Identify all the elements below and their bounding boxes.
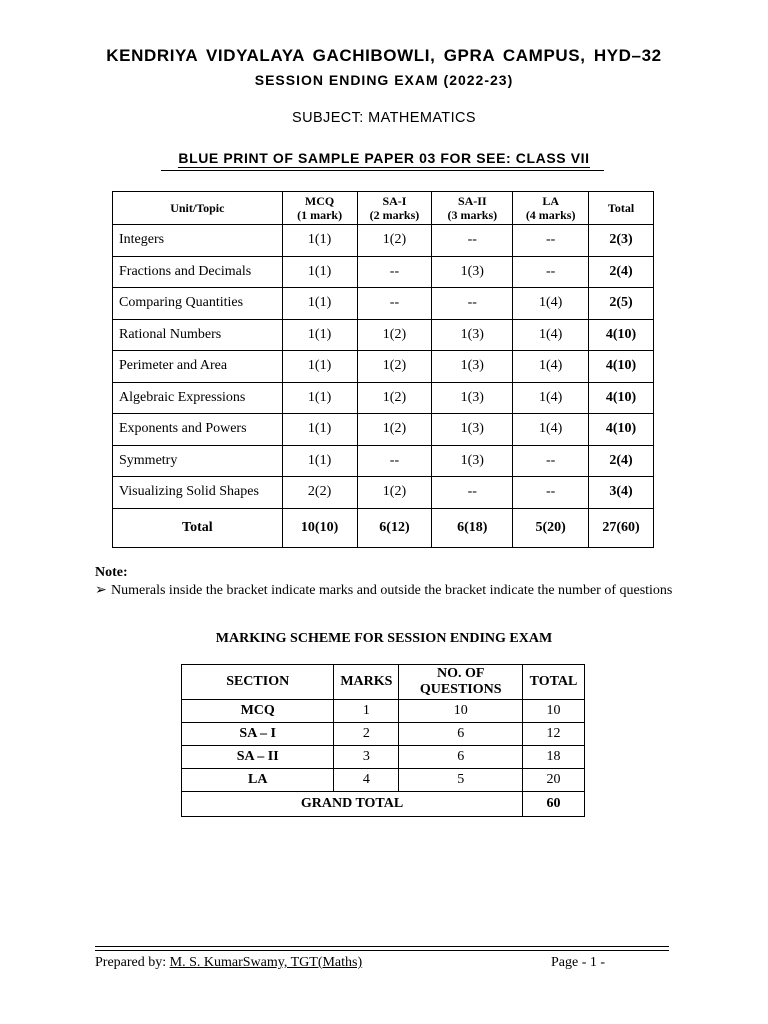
marks-cell: 2 [334,723,399,746]
topic-cell: Symmetry [113,445,283,477]
total-cell: 20 [523,769,585,792]
sa2-cell: 1(3) [432,256,513,288]
mcq-total-cell: 10(10) [282,508,357,547]
la-cell: -- [513,477,589,509]
subject-title: SUBJECT: MATHEMATICS [292,110,476,126]
la-cell: 1(4) [513,414,589,446]
table-row [113,225,654,257]
mcq-cell: 1(1) [282,414,357,446]
topic-cell: Comparing Quantities [113,288,283,320]
title-double-underline [161,170,604,171]
table-row [113,414,654,446]
total-cell: 4(10) [589,414,654,446]
prepared-by-name: M. S. KumarSwamy, TGT(Maths) [169,955,363,970]
marking-scheme-table [181,664,585,817]
sa2-cell: 1(3) [432,351,513,383]
total-cell: 2(4) [589,256,654,288]
marking-header-row [182,665,585,700]
total-cell: 3(4) [589,477,654,509]
grand-total-cell: 27(60) [589,508,654,547]
mcq-cell: 1(1) [282,288,357,320]
sa1-cell: 1(2) [357,414,432,446]
header-marks: MARKS [334,665,399,700]
sa2-cell: 1(3) [432,414,513,446]
total-cell: 4(10) [589,351,654,383]
section-cell: SA – II [182,746,334,769]
mcq-cell: 1(1) [282,225,357,257]
page-number: Page - 1 - [551,955,606,970]
blueprint-title-text: BLUE PRINT OF SAMPLE PAPER 03 FOR SEE: CLASS VII [178,150,590,166]
sa1-cell: 1(2) [357,319,432,351]
la-cell: -- [513,445,589,477]
questions-cell: 6 [399,723,523,746]
header-section: SECTION [182,665,334,700]
table-row [182,700,585,723]
prepared-by-label: Prepared by: [95,955,167,970]
marks-cell: 3 [334,746,399,769]
header-sa1: SA-I (2 marks) [357,192,432,225]
sa1-cell: -- [357,256,432,288]
total-cell: 2(3) [589,225,654,257]
sa1-cell: -- [357,288,432,320]
sa1-cell: 1(2) [357,351,432,383]
sa1-cell: 1(2) [357,477,432,509]
table-row [113,319,654,351]
la-cell: 1(4) [513,288,589,320]
grand-total-value: 60 [523,792,585,817]
table-row [113,445,654,477]
school-name-heading: KENDRIYA VIDYALAYA GACHIBOWLI, GPRA CAMPUS, HYD–32 [106,46,662,65]
section-cell: SA – I [182,723,334,746]
grand-total-row [182,792,585,817]
sa2-cell: 1(3) [432,319,513,351]
header-unit-topic: Unit/Topic [113,192,283,225]
la-cell: 1(4) [513,382,589,414]
topic-cell: Algebraic Expressions [113,382,283,414]
total-cell: 18 [523,746,585,769]
total-cell: 4(10) [589,382,654,414]
blueprint-header-row [113,192,654,225]
blueprint-title [0,150,768,166]
marks-cell: 4 [334,769,399,792]
mcq-cell: 2(2) [282,477,357,509]
header-mcq: MCQ (1 mark) [282,192,357,225]
questions-cell: 10 [399,700,523,723]
table-row [113,256,654,288]
footer-rule-thin [95,950,669,951]
blueprint-table [112,191,654,548]
la-cell: -- [513,225,589,257]
sa2-cell: 1(3) [432,445,513,477]
sa2-cell: -- [432,477,513,509]
la-cell: 1(4) [513,319,589,351]
topic-cell: Exponents and Powers [113,414,283,446]
topic-cell: Integers [113,225,283,257]
grand-total-label: GRAND TOTAL [182,792,523,817]
note-bullet [95,582,675,599]
topic-cell: Visualizing Solid Shapes [113,477,283,509]
section-cell: MCQ [182,700,334,723]
table-row [182,723,585,746]
topic-cell: Fractions and Decimals [113,256,283,288]
header-sa2: SA-II (3 marks) [432,192,513,225]
arrow-bullet-icon: ➢ [95,583,107,598]
marking-scheme-title: MARKING SCHEME FOR SESSION ENDING EXAM [215,631,553,646]
mcq-cell: 1(1) [282,445,357,477]
sa2-total-cell: 6(18) [432,508,513,547]
mcq-cell: 1(1) [282,256,357,288]
total-cell: 2(5) [589,288,654,320]
table-row [182,746,585,769]
header-total: TOTAL [523,665,585,700]
header-questions: NO. OF QUESTIONS [399,665,523,700]
blueprint-total-row [113,508,654,547]
mcq-cell: 1(1) [282,351,357,383]
table-row [182,769,585,792]
topic-cell: Perimeter and Area [113,351,283,383]
total-cell: 4(10) [589,319,654,351]
la-cell: 1(4) [513,351,589,383]
footer-rule-thick [95,946,669,947]
total-label-cell: Total [113,508,283,547]
sa2-cell: -- [432,288,513,320]
questions-cell: 6 [399,746,523,769]
table-row [113,351,654,383]
marks-cell: 1 [334,700,399,723]
sa1-cell: 1(2) [357,382,432,414]
header-total: Total [589,192,654,225]
sa2-cell: 1(3) [432,382,513,414]
footer-prepared-by [95,955,362,971]
note-text: Numerals inside the bracket indicate marks and outside the bracket indicate the number of questions [111,583,673,598]
sa1-total-cell: 6(12) [357,508,432,547]
la-cell: -- [513,256,589,288]
sa1-cell: -- [357,445,432,477]
header-la: LA (4 marks) [513,192,589,225]
mcq-cell: 1(1) [282,319,357,351]
table-row [113,288,654,320]
section-cell: LA [182,769,334,792]
note-heading: Note: [95,565,128,580]
topic-cell: Rational Numbers [113,319,283,351]
total-cell: 10 [523,700,585,723]
exam-title: SESSION ENDING EXAM (2022-23) [254,72,514,88]
total-cell: 12 [523,723,585,746]
table-row [113,382,654,414]
questions-cell: 5 [399,769,523,792]
la-total-cell: 5(20) [513,508,589,547]
table-row [113,477,654,509]
sa1-cell: 1(2) [357,225,432,257]
mcq-cell: 1(1) [282,382,357,414]
sa2-cell: -- [432,225,513,257]
total-cell: 2(4) [589,445,654,477]
